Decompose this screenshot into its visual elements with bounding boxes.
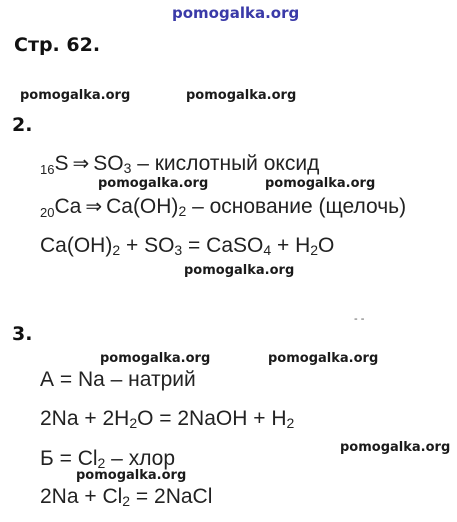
subscript: 3 bbox=[174, 242, 183, 258]
task-number-3: 3. bbox=[12, 323, 33, 345]
formula-text: Б = Cl bbox=[40, 447, 98, 470]
watermark: pomogalka.org bbox=[98, 176, 209, 191]
stray-marks: - - bbox=[354, 313, 365, 325]
mass-number: 20 bbox=[40, 205, 55, 220]
formula-text: = 2NaCl bbox=[130, 485, 213, 508]
formula-text: SO bbox=[93, 152, 124, 175]
subscript: 2 bbox=[112, 242, 121, 258]
watermark: pomogalka.org bbox=[268, 351, 379, 366]
watermark: pomogalka.org bbox=[20, 88, 131, 103]
subscript: 2 bbox=[129, 415, 138, 431]
element-symbol: S bbox=[54, 152, 69, 175]
formula-text: O bbox=[318, 234, 335, 257]
implies-arrow-icon: ⇒ bbox=[85, 196, 103, 218]
watermark: pomogalka.org bbox=[340, 440, 451, 455]
subscript: 4 bbox=[263, 242, 272, 258]
subscript: 2 bbox=[97, 455, 106, 471]
watermark: pomogalka.org bbox=[100, 351, 211, 366]
formula-text: + SO bbox=[120, 234, 175, 257]
watermark: pomogalka.org bbox=[184, 263, 295, 278]
equation-line: А = Na – натрий bbox=[40, 368, 196, 391]
implies-arrow-icon: ⇒ bbox=[72, 153, 90, 175]
formula-text: 2Na + 2H bbox=[40, 407, 130, 430]
description-text: – основание (щелочь) bbox=[186, 195, 407, 218]
description-text: – хлор bbox=[105, 447, 176, 470]
formula-text: O = 2NaOH + H bbox=[137, 407, 287, 430]
formula-text: Ca(OH) bbox=[40, 234, 113, 257]
equation-line bbox=[40, 407, 294, 431]
equation-line bbox=[40, 194, 406, 220]
formula-text: + H bbox=[271, 234, 311, 257]
watermark: pomogalka.org bbox=[265, 176, 376, 191]
formula-text: = CaSO bbox=[182, 234, 264, 257]
page-title: Стр. 62. bbox=[14, 34, 101, 56]
watermark-top: pomogalka.org bbox=[172, 4, 300, 22]
subscript: 3 bbox=[123, 160, 132, 176]
subscript: 2 bbox=[178, 203, 187, 219]
element-symbol: Ca bbox=[54, 195, 82, 218]
equation-line bbox=[40, 485, 212, 509]
equation-line bbox=[40, 234, 334, 258]
subscript: 2 bbox=[310, 242, 319, 258]
equation-line bbox=[40, 151, 319, 177]
subscript: 2 bbox=[286, 415, 295, 431]
task-number-2: 2. bbox=[12, 114, 33, 136]
formula-text: Ca(OH) bbox=[106, 195, 179, 218]
formula-text: 2Na + Cl bbox=[40, 485, 123, 508]
watermark: pomogalka.org bbox=[186, 88, 297, 103]
watermark: pomogalka.org bbox=[76, 468, 187, 483]
description-text: – кислотный оксид bbox=[131, 152, 320, 175]
mass-number: 16 bbox=[40, 162, 55, 177]
subscript: 2 bbox=[122, 493, 131, 509]
